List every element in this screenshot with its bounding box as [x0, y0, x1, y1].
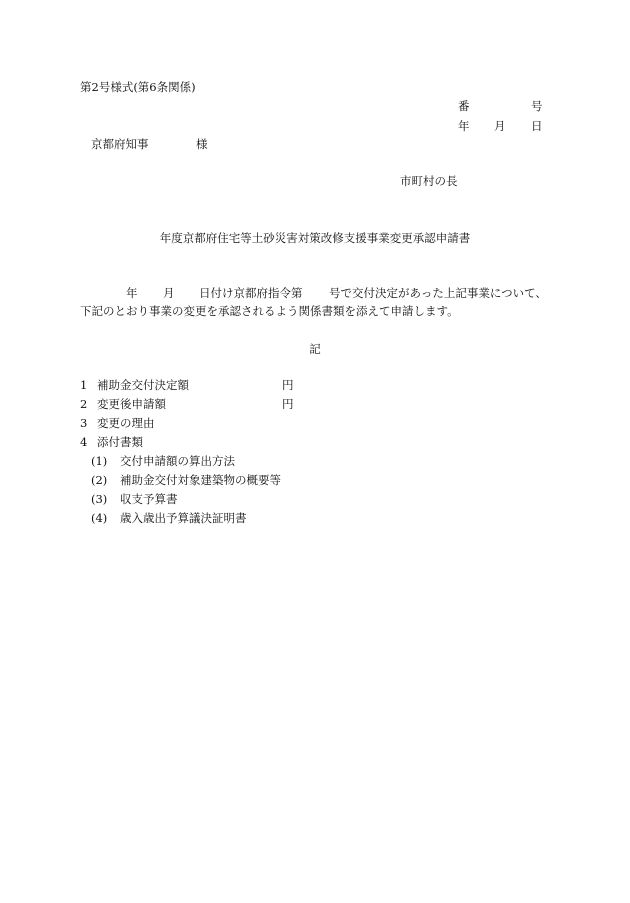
item-number: 1	[80, 378, 88, 392]
attachment-number: (1)	[91, 454, 108, 468]
addressee: 京都府知事	[91, 137, 149, 151]
date-month: 月	[494, 119, 506, 133]
attachment-number: (2)	[91, 473, 108, 487]
document-number-label: 番	[458, 99, 470, 113]
attachment-label: 収支予算書	[120, 492, 178, 506]
body-directive: 日付け京都府指令第	[199, 286, 303, 300]
ki-heading: 記	[309, 342, 321, 356]
document-number-suffix: 号	[531, 99, 543, 113]
item-label: 補助金交付決定額	[97, 378, 189, 392]
item-label: 添付書類	[97, 435, 143, 449]
date-year: 年	[458, 119, 470, 133]
item-label: 変更の理由	[97, 416, 155, 430]
document-title: 年度京都府住宅等土砂災害対策改修支援事業変更承認申請書	[159, 231, 471, 245]
attachment-number: (4)	[91, 511, 108, 525]
addressee-honorific: 様	[196, 137, 208, 151]
item-unit: 円	[282, 378, 294, 392]
attachment-number: (3)	[91, 492, 108, 506]
body-line2: 下記のとおり事業の変更を承認されるよう関係書類を添えて申請します。	[80, 304, 459, 318]
item-number: 3	[80, 416, 88, 430]
body-line1-end: 号で交付決定があった上記事業について、	[329, 286, 547, 300]
item-unit: 円	[282, 397, 294, 411]
item-number: 2	[80, 397, 88, 411]
sender: 市町村の長	[400, 174, 458, 188]
body-month: 月	[163, 286, 175, 300]
attachment-label: 歳入歳出予算議決証明書	[120, 511, 247, 525]
attachment-label: 交付申請額の算出方法	[120, 454, 235, 468]
body-year: 年	[126, 286, 138, 300]
item-label: 変更後申請額	[97, 397, 166, 411]
attachment-label: 補助金交付対象建築物の概要等	[120, 473, 281, 487]
item-number: 4	[80, 435, 88, 449]
date-day: 日	[531, 119, 543, 133]
form-label: 第2号様式(第6条関係)	[80, 80, 196, 94]
